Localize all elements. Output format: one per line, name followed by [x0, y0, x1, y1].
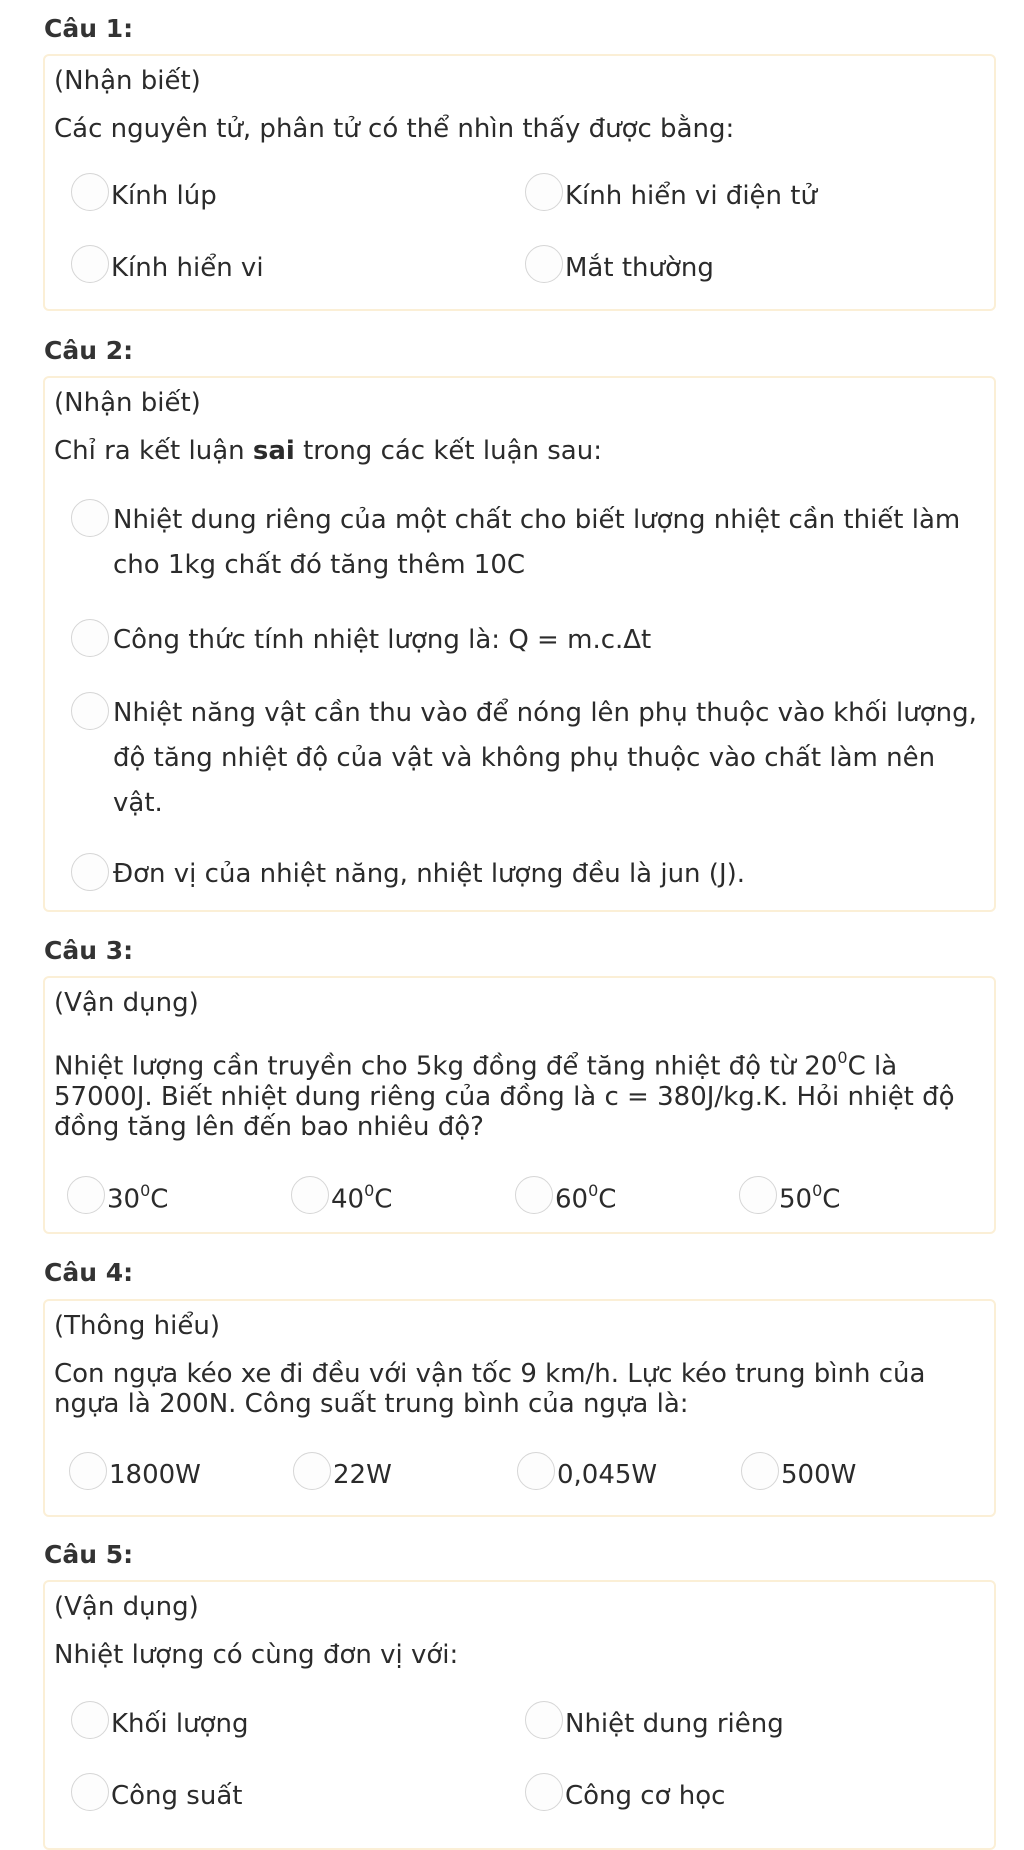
question-3-option-b[interactable]: $40^0C$ [291, 1170, 392, 1223]
question-2-stem: Chỉ ra kết luận sai trong các kết luận sau: [54, 436, 602, 466]
question-4-option-a[interactable]: 1800W [69, 1453, 201, 1498]
question-2-option-a[interactable]: Nhiệt dung riêng của một chất cho biết lượng nhiệt cần thiết làm cho 1kg chất đó tăng thêm 10C [71, 498, 981, 588]
question-1-title: Câu 1: [44, 14, 134, 43]
question-1-option-c[interactable]: Kính hiển vi [71, 246, 264, 291]
question-3-option-d[interactable]: $50^0C$ [739, 1170, 840, 1223]
question-5-box [43, 1580, 996, 1850]
question-3-title: Câu 3: [44, 936, 134, 965]
question-5-stem: Nhiệt lượng có cùng đơn vị với: [54, 1640, 459, 1670]
question-4-title: Câu 4: [44, 1258, 134, 1287]
question-1-option-d[interactable]: Mắt thường [525, 246, 714, 291]
question-3-option-c[interactable]: $60^0C$ [515, 1170, 616, 1223]
question-5-option-c[interactable]: Công suất [71, 1774, 242, 1819]
question-1-option-a[interactable]: Kính lúp [71, 174, 217, 219]
radio-button-icon[interactable] [291, 1176, 329, 1214]
question-1-box [43, 54, 996, 311]
radio-button-icon[interactable] [525, 1701, 563, 1739]
question-2-option-d[interactable]: Đơn vị của nhiệt năng, nhiệt lượng đều là jun (J). [71, 852, 981, 897]
radio-button-icon[interactable] [71, 499, 109, 537]
question-1-level: (Nhận biết) [54, 66, 201, 96]
question-5-level: (Vận dụng) [54, 1592, 199, 1622]
question-2-option-b[interactable]: Công thức tính nhiệt lượng là: Q = m.c.Δt [71, 618, 981, 663]
question-4-level: (Thông hiểu) [54, 1311, 220, 1341]
radio-button-icon[interactable] [515, 1176, 553, 1214]
radio-button-icon[interactable] [71, 1773, 109, 1811]
radio-button-icon[interactable] [71, 1701, 109, 1739]
radio-button-icon[interactable] [69, 1452, 107, 1490]
question-2-box [43, 376, 996, 912]
radio-button-icon[interactable] [293, 1452, 331, 1490]
radio-button-icon[interactable] [525, 245, 563, 283]
question-2-level: (Nhận biết) [54, 388, 201, 418]
question-4-stem: Con ngựa kéo xe đi đều với vận tốc 9 km/h. Lực kéo trung bình của ngựa là 200N. Công suất trung bình của ngựa là: [54, 1359, 926, 1419]
radio-button-icon[interactable] [517, 1452, 555, 1490]
question-4-option-d[interactable]: 500W [741, 1453, 856, 1498]
question-1-option-b[interactable]: Kính hiển vi điện tử [525, 174, 817, 219]
question-4-box [43, 1299, 996, 1517]
question-4-option-b[interactable]: 22W [293, 1453, 392, 1498]
radio-button-icon[interactable] [71, 173, 109, 211]
question-3-level: (Vận dụng) [54, 988, 199, 1018]
radio-button-icon[interactable] [67, 1176, 105, 1214]
question-5-option-a[interactable]: Khối lượng [71, 1702, 249, 1747]
question-3-stem: Nhiệt lượng cần truyền cho 5kg đồng để tăng nhiệt độ từ $20^0C$ là 57000J. Biết nhiệt dung riêng của đồng là c = 380J/kg.K. Hỏi nhiệt độ đồng tăng lên đến bao nhiêu độ? [54, 1048, 955, 1142]
radio-button-icon[interactable] [525, 1773, 563, 1811]
question-1-stem: Các nguyên tử, phân tử có thể nhìn thấy được bằng: [54, 114, 735, 144]
question-3-option-a[interactable]: $30^0C$ [67, 1170, 168, 1223]
question-4-option-c[interactable]: 0,045W [517, 1453, 657, 1498]
radio-button-icon[interactable] [71, 245, 109, 283]
question-3-box [43, 976, 996, 1234]
question-2-option-c[interactable]: Nhiệt năng vật cần thu vào để nóng lên phụ thuộc vào khối lượng, độ tăng nhiệt độ của vật và không phụ thuộc vào chất làm nên vật. [71, 691, 981, 826]
question-5-option-d[interactable]: Công cơ học [525, 1774, 725, 1819]
radio-button-icon[interactable] [739, 1176, 777, 1214]
radio-button-icon[interactable] [71, 692, 109, 730]
radio-button-icon[interactable] [525, 173, 563, 211]
radio-button-icon[interactable] [71, 853, 109, 891]
question-5-title: Câu 5: [44, 1540, 134, 1569]
keyword-sai: sai [252, 436, 295, 466]
radio-button-icon[interactable] [71, 619, 109, 657]
question-5-option-b[interactable]: Nhiệt dung riêng [525, 1702, 784, 1747]
radio-button-icon[interactable] [741, 1452, 779, 1490]
question-2-title: Câu 2: [44, 336, 134, 365]
